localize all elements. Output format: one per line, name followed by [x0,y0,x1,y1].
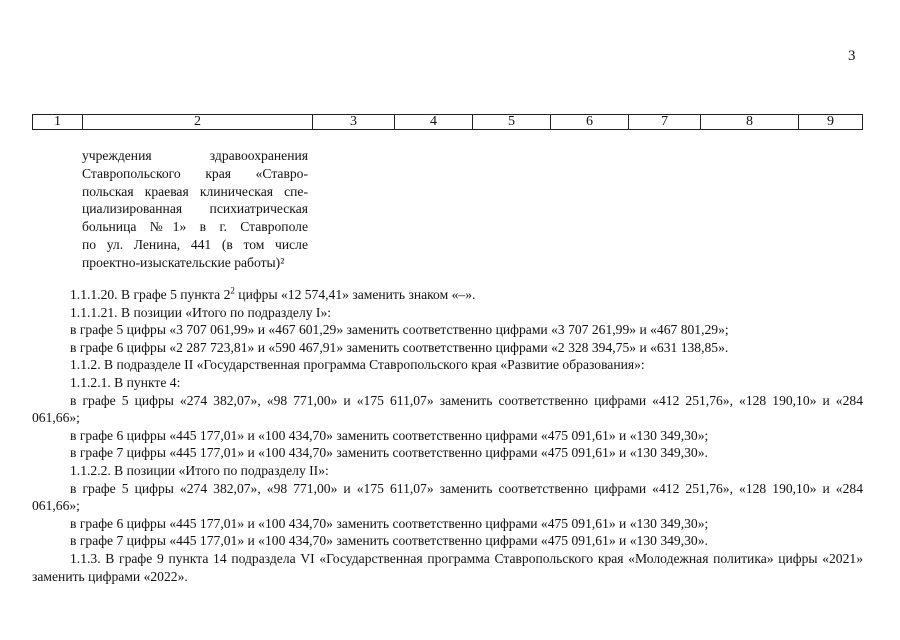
paragraph: в графе 5 цифры «274 382,07», «98 771,00» и «175 611,07» заменить соответственно цифрами «412 251,76», «128 190,10» и «284 061,66»; [32,480,863,514]
paragraph: в графе 7 цифры «445 177,01» и «100 434,70» заменить соответственно цифрами «475 091,61» и «130 349,30». [70,445,708,461]
paragraph: в графе 6 цифры «2 287 723,81» и «590 467,91» заменить соответственно цифрами «2 328 394,75» и «631 138,85». [70,339,729,355]
column-number-7: 7 [629,115,701,130]
column-number-4: 4 [395,115,473,130]
paragraph: в графе 5 цифры «274 382,07», «98 771,00» и «175 611,07» заменить соответственно цифрами «412 251,76», «128 190,10» и «284 061,66»; [32,392,863,426]
paragraph: 1.1.2.2. В позиции «Итого по подразделу II»: [70,462,329,478]
document-body [32,286,863,585]
paragraph: 1.1.2.1. В пункте 4: [70,374,181,390]
superscript: 2 [230,285,235,296]
paragraph: 1.1.3. В графе 9 пункта 14 подраздела VI «Государственная программа Ставропольского края «Молодежная политика» цифры «2021» заменить цифрами «2022». [32,550,863,584]
paragraph: 1.1.1.21. В позиции «Итого по подразделу I»: [70,304,332,320]
paragraph: 1.1.1.20. В графе 5 пункта $2^2$ цифры «12 574,41» заменить знаком «–». [70,285,476,302]
cell-line: циализированная психиатрическая [82,201,308,217]
column-number-2: 2 [83,115,313,130]
column-number-9: 9 [799,115,863,130]
cell-line: больница №1» в г. Ставрополе [82,219,308,235]
paragraph: в графе 7 цифры «445 177,01» и «100 434,70» заменить соответственно цифрами «475 091,61» и «130 349,30». [70,533,708,549]
cell-line: польская краевая клиническая спе- [82,183,308,199]
cell-line: проектно-изыскательские работы)² [82,254,285,270]
paragraph: в графе 5 цифры «3 707 061,99» и «467 601,29» заменить соответственно цифрами «3 707 261,99» и «467 801,29»; [70,322,729,338]
paragraph: в графе 6 цифры «445 177,01» и «100 434,70» заменить соответственно цифрами «475 091,61» и «130 349,30»; [70,515,709,531]
cell-line: по ул. Ленина, 441 (в том числе [82,236,308,252]
paragraph: 1.1.2. В подразделе II «Государственная программа Ставропольского края «Развитие образования»: [70,357,645,373]
paragraph: в графе 6 цифры «445 177,01» и «100 434,70» заменить соответственно цифрами «475 091,61» и «130 349,30»; [70,427,709,443]
cell-line: Ставропольского края «Ставро- [82,165,308,181]
table-header-row [32,114,863,130]
cell-line: учреждения здравоохранения [82,148,308,163]
column-number-3: 3 [313,115,395,130]
column-number-8: 8 [701,115,799,130]
page-number: 3 [848,48,856,64]
column-number-6: 6 [551,115,629,130]
table-cell-description [82,147,308,272]
column-number-1: 1 [33,115,83,130]
column-number-5: 5 [473,115,551,130]
